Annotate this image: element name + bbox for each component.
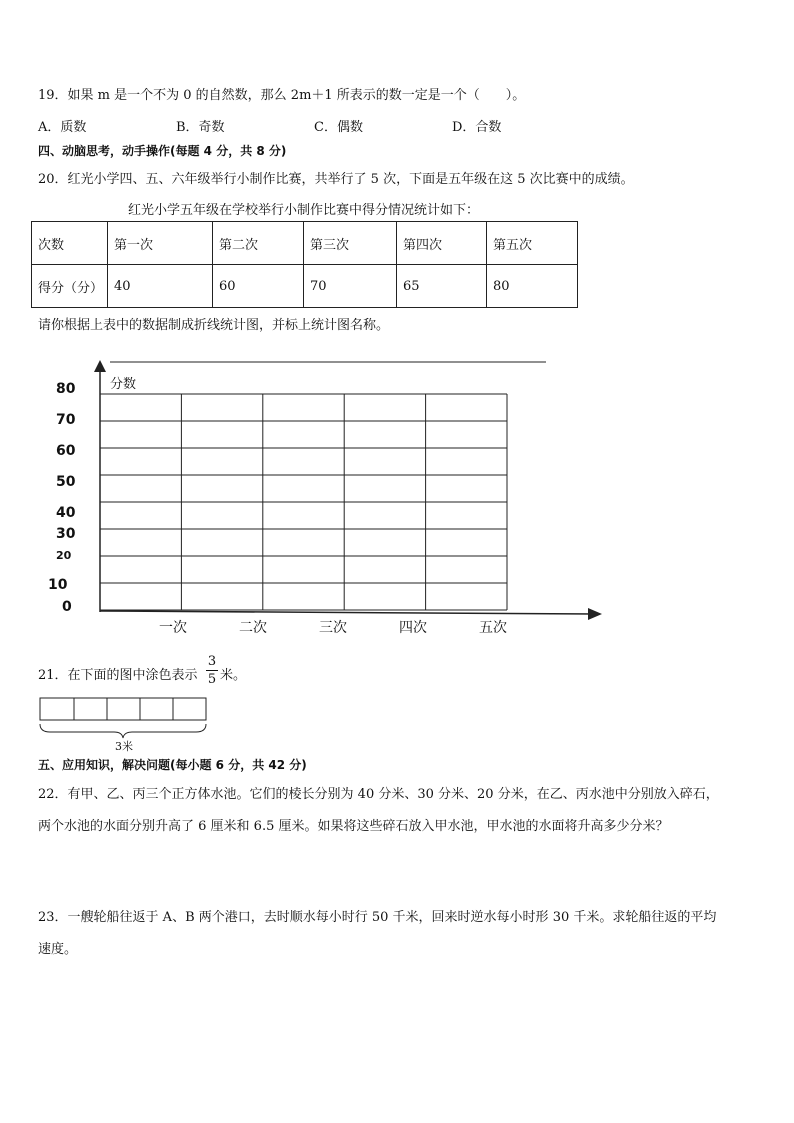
q23-line1: 23．一艘轮船往返于 A、B 两个港口，去时顺水每小时行 50 千米，回来时逆水每小时形 30 千米。求轮船往返的平均 <box>38 910 717 925</box>
table-cell: 65 <box>397 265 487 308</box>
table-cell: 第二次 <box>213 222 304 265</box>
q21-fraction <box>206 654 218 687</box>
y-tick-label: 30 <box>56 526 76 542</box>
x-axis-arrow <box>588 608 602 620</box>
blank-line-chart <box>0 350 794 650</box>
segment-cell-2[interactable] <box>74 698 107 720</box>
segment-cell-1[interactable] <box>40 698 74 720</box>
x-axis <box>100 611 596 614</box>
segment-cell-4[interactable] <box>140 698 173 720</box>
score-table <box>31 221 578 308</box>
segment-cell-5[interactable] <box>173 698 206 720</box>
q22-line2: 两个水池的水面分别升高了 6 厘米和 6.5 厘米。如果将这些碎石放入甲水池，甲水池的水面将升高多少分米？ <box>38 819 669 834</box>
y-tick-label: 0 <box>62 599 72 615</box>
table-cell: 第五次 <box>487 222 578 265</box>
x-tick-label: 二次 <box>239 620 267 636</box>
table-cell: 60 <box>213 265 304 308</box>
table-cell: 第三次 <box>304 222 397 265</box>
section4-title: 四、动脑思考，动手操作(每题 4 分，共 8 分) <box>38 144 287 158</box>
q20-table-caption: 红光小学五年级在学校举行小制作比赛中得分情况统计如下： <box>128 203 480 218</box>
y-tick-label: 80 <box>56 381 76 397</box>
y-tick-label: 40 <box>56 505 76 521</box>
q22-line1: 22．有甲、乙、丙三个正方体水池。它们的棱长分别为 40 分米、30 分米、20 分米，在乙、丙水池中分别放入碎石， <box>38 787 719 802</box>
y-tick-label: 50 <box>56 474 76 490</box>
brace <box>40 724 206 738</box>
table-row <box>32 222 578 265</box>
section5-title: 五、应用知识，解决问题(每小题 6 分，共 42 分) <box>38 758 307 772</box>
table-cell: 第四次 <box>397 222 487 265</box>
q19-option-b: B．奇数 <box>176 120 225 135</box>
table-cell: 80 <box>487 265 578 308</box>
q19-stem: 19．如果 m 是一个不为 0 的自然数，那么 2m＋1 所表示的数一定是一个（ ）。 <box>38 88 526 103</box>
q19-option-a: A．质数 <box>38 120 87 135</box>
brace-label: 3米 <box>115 740 133 753</box>
q19-option-c: C．偶数 <box>314 120 363 135</box>
y-tick-label: 10 <box>48 577 68 593</box>
q19-option-d: D．合数 <box>452 120 502 135</box>
table-cell: 第一次 <box>108 222 213 265</box>
q21-stem-before: 21．在下面的图中涂色表示 <box>38 668 198 683</box>
q20-stem: 20．红光小学四、五、六年级举行小制作比赛，共举行了 5 次，下面是五年级在这 5 次比赛中的成绩。 <box>38 172 634 187</box>
q23-line2: 速度。 <box>38 942 78 957</box>
x-tick-label: 一次 <box>159 620 187 636</box>
q20-instruction: 请你根据上表中的数据制成折线统计图，并标上统计图名称。 <box>38 318 390 333</box>
q21-stem-after: 米。 <box>220 668 247 683</box>
table-cell: 次数 <box>32 222 108 265</box>
y-tick-label: 20 <box>56 549 72 562</box>
y-tick-label: 60 <box>56 443 76 459</box>
x-tick-label: 四次 <box>399 620 427 636</box>
y-tick-label: 70 <box>56 412 76 428</box>
table-cell: 70 <box>304 265 397 308</box>
fraction-numerator: 3 <box>207 654 217 669</box>
segment-cell-3[interactable] <box>107 698 140 720</box>
table-row <box>32 265 578 308</box>
table-cell: 得分（分） <box>32 265 108 308</box>
y-axis-label: 分数 <box>110 377 137 392</box>
fraction-bar <box>206 670 218 671</box>
y-axis-arrow <box>94 360 106 372</box>
x-tick-label: 五次 <box>479 620 507 636</box>
x-tick-label: 三次 <box>319 620 347 636</box>
fraction-denominator: 5 <box>207 672 217 687</box>
table-cell: 40 <box>108 265 213 308</box>
